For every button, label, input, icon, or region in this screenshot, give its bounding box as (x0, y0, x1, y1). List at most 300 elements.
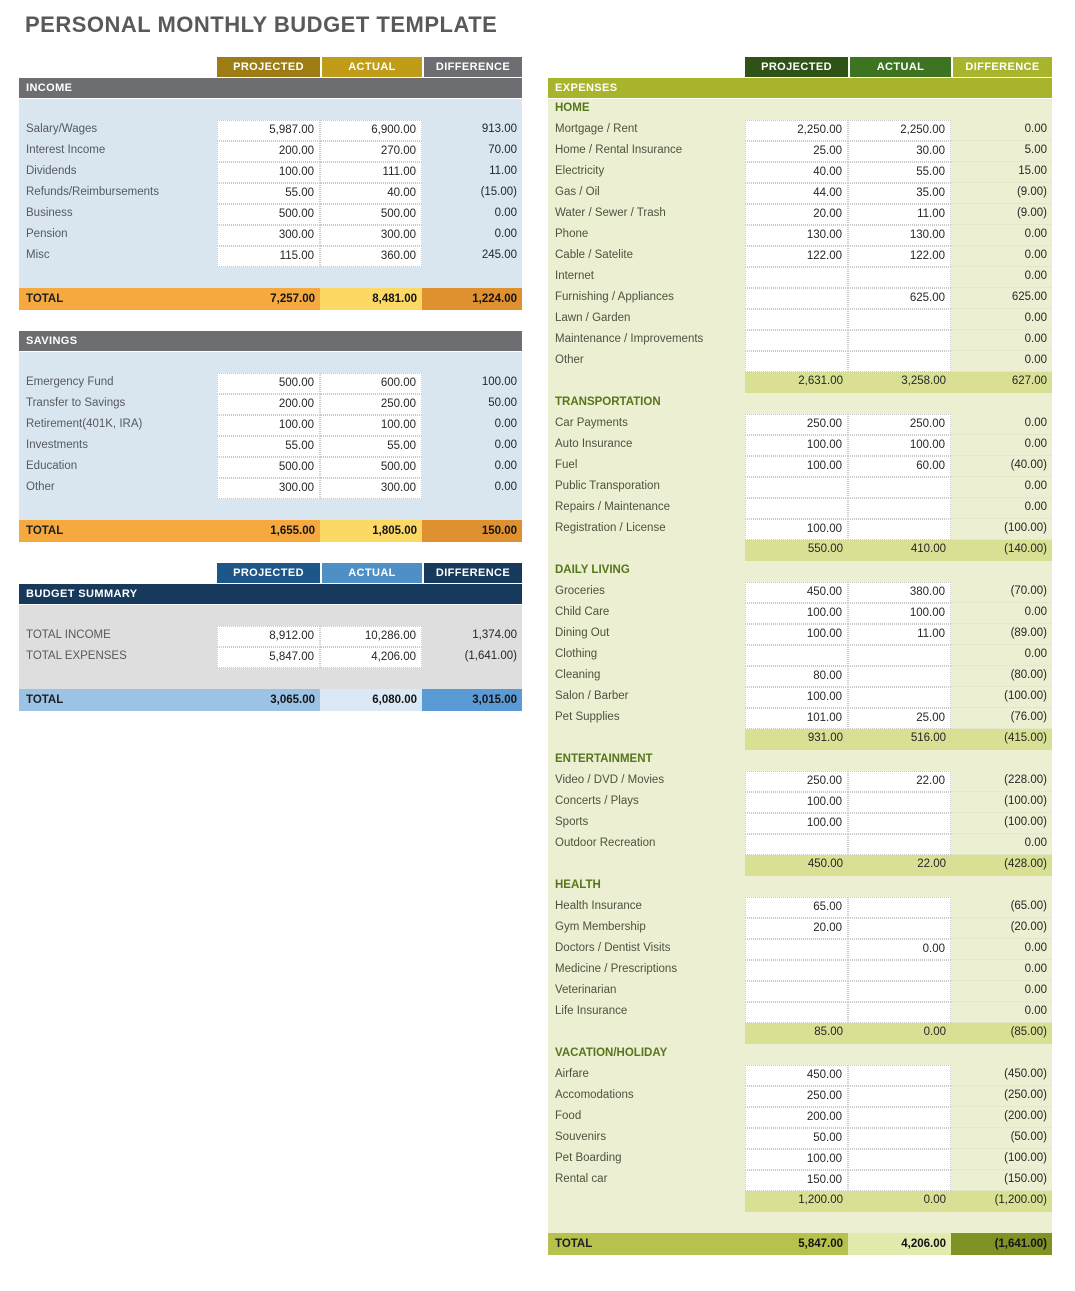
difference-value: (100.00) (951, 813, 1052, 834)
difference-value: (40.00) (951, 456, 1052, 477)
empty-cell (848, 750, 951, 771)
actual-cell[interactable]: 6,900.00 (320, 120, 422, 141)
summary-table-body (19, 605, 522, 711)
table-row (19, 478, 522, 499)
right-column (548, 57, 1052, 1255)
table-row (19, 162, 522, 183)
actual-cell[interactable] (848, 1002, 951, 1023)
row-label: Mortgage / Rent (555, 123, 638, 135)
projected-cell[interactable]: 200.00 (745, 1107, 848, 1128)
actual-cell[interactable] (848, 351, 951, 372)
row-label: Food (555, 1110, 582, 1122)
row-label: Registration / License (555, 522, 666, 534)
projected-cell[interactable]: 500.00 (217, 373, 320, 394)
row-label: Groceries (555, 585, 605, 597)
subtotal-actual: 516.00 (848, 729, 951, 750)
category-subtotal-row (548, 1023, 1052, 1044)
total-label: TOTAL (19, 689, 217, 711)
table-row (548, 1170, 1052, 1191)
actual-cell[interactable]: 2,250.00 (848, 120, 951, 141)
actual-cell[interactable] (848, 813, 951, 834)
income-section (19, 57, 522, 310)
table-row (548, 351, 1052, 372)
actual-cell[interactable]: 10,286.00 (320, 626, 422, 647)
difference-value: (65.00) (951, 897, 1052, 918)
actual-cell[interactable]: 250.00 (320, 394, 422, 415)
difference-value: 913.00 (481, 123, 517, 135)
empty-cell (745, 876, 848, 897)
table-row (548, 225, 1052, 246)
actual-cell[interactable] (848, 330, 951, 351)
actual-cell[interactable] (848, 1149, 951, 1170)
income-column-headers (19, 57, 522, 77)
subtotal-projected: 450.00 (745, 855, 848, 876)
row-label: TOTAL INCOME (26, 629, 111, 641)
projected-cell[interactable]: 100.00 (745, 792, 848, 813)
projected-cell[interactable]: 200.00 (217, 141, 320, 162)
total-actual: 6,080.00 (320, 689, 422, 711)
table-row (548, 624, 1052, 645)
actual-cell[interactable]: 250.00 (848, 414, 951, 435)
projected-cell[interactable] (745, 498, 848, 519)
difference-column-header: DIFFERENCE (422, 57, 522, 77)
table-row (548, 582, 1052, 603)
projected-cell[interactable]: 5,987.00 (217, 120, 320, 141)
projected-cell[interactable]: 5,847.00 (217, 647, 320, 668)
projected-cell[interactable]: 101.00 (745, 708, 848, 729)
table-row (19, 246, 522, 267)
category-name: HOME (555, 102, 590, 114)
projected-cell[interactable]: 100.00 (745, 687, 848, 708)
table-row (548, 813, 1052, 834)
table-row (548, 792, 1052, 813)
difference-value: 0.00 (951, 120, 1052, 141)
spacer-row (548, 1212, 1052, 1233)
projected-cell[interactable]: 44.00 (745, 183, 848, 204)
actual-cell[interactable]: 600.00 (320, 373, 422, 394)
projected-cell[interactable]: 100.00 (745, 624, 848, 645)
table-row (548, 603, 1052, 624)
table-row (548, 960, 1052, 981)
actual-cell[interactable] (848, 960, 951, 981)
difference-value: 0.00 (951, 225, 1052, 246)
difference-value: 11.00 (489, 165, 517, 177)
actual-cell[interactable] (848, 498, 951, 519)
category-subtotal-row (548, 855, 1052, 876)
row-label: Sports (555, 816, 589, 828)
difference-value: 0.00 (494, 460, 517, 472)
projected-cell[interactable]: 40.00 (745, 162, 848, 183)
actual-cell[interactable]: 111.00 (320, 162, 422, 183)
row-label: Health Insurance (555, 900, 642, 912)
empty-cell (745, 99, 848, 120)
actual-cell[interactable] (848, 1086, 951, 1107)
row-label: Child Care (555, 606, 610, 618)
actual-cell[interactable] (848, 981, 951, 1002)
row-label: Internet (555, 270, 594, 282)
category-name: TRANSPORTATION (555, 396, 661, 408)
row-label: Emergency Fund (26, 376, 114, 388)
table-row (548, 897, 1052, 918)
total-row (19, 288, 522, 310)
projected-cell[interactable] (745, 267, 848, 288)
actual-cell[interactable]: 380.00 (848, 582, 951, 603)
difference-value: (450.00) (951, 1065, 1052, 1086)
projected-cell[interactable]: 450.00 (745, 582, 848, 603)
table-row (19, 373, 522, 394)
empty-cell (951, 750, 1052, 771)
actual-cell[interactable] (848, 1107, 951, 1128)
projected-cell[interactable]: 100.00 (745, 813, 848, 834)
projected-cell[interactable]: 250.00 (745, 414, 848, 435)
total-projected: 1,655.00 (217, 520, 320, 542)
empty-cell (745, 750, 848, 771)
difference-value: 0.00 (951, 960, 1052, 981)
subtotal-actual: 0.00 (848, 1023, 951, 1044)
difference-value: 0.00 (951, 414, 1052, 435)
actual-cell[interactable] (848, 834, 951, 855)
actual-cell[interactable] (848, 918, 951, 939)
row-label: TOTAL EXPENSES (26, 650, 127, 662)
page-title: PERSONAL MONTHLY BUDGET TEMPLATE (25, 12, 498, 37)
difference-value: 15.00 (951, 162, 1052, 183)
table-row (548, 1065, 1052, 1086)
savings-section-header: SAVINGS (19, 331, 522, 351)
actual-cell[interactable]: 40.00 (320, 183, 422, 204)
table-row (548, 771, 1052, 792)
projected-cell[interactable]: 100.00 (745, 1149, 848, 1170)
actual-cell[interactable]: 500.00 (320, 457, 422, 478)
actual-cell[interactable]: 100.00 (848, 435, 951, 456)
actual-cell[interactable] (848, 309, 951, 330)
table-row (19, 436, 522, 457)
projected-cell[interactable] (745, 288, 848, 309)
actual-cell[interactable] (848, 1128, 951, 1149)
difference-value: 0.00 (951, 939, 1052, 960)
actual-cell[interactable]: 270.00 (320, 141, 422, 162)
subtotal-label (548, 1023, 745, 1044)
expense-category-header (548, 750, 1052, 771)
empty-cell (951, 1044, 1052, 1065)
table-row (19, 141, 522, 162)
row-label: Transfer to Savings (26, 397, 126, 409)
difference-value: (250.00) (951, 1086, 1052, 1107)
projected-cell[interactable]: 122.00 (745, 246, 848, 267)
row-label: Accomodations (555, 1089, 634, 1101)
empty-cell (951, 393, 1052, 414)
row-label: Outdoor Recreation (555, 837, 656, 849)
row-label: Medicine / Prescriptions (555, 963, 678, 975)
empty-cell (951, 561, 1052, 582)
row-label: Rental car (555, 1173, 608, 1185)
difference-value: 0.00 (951, 645, 1052, 666)
actual-cell[interactable] (848, 1065, 951, 1086)
header-spacer (19, 563, 217, 583)
table-row (548, 1128, 1052, 1149)
actual-cell[interactable] (848, 666, 951, 687)
subtotal-difference: 627.00 (951, 372, 1052, 393)
category-name: DAILY LIVING (555, 564, 630, 576)
projected-cell[interactable] (745, 939, 848, 960)
difference-value: 0.00 (494, 418, 517, 430)
subtotal-label (548, 855, 745, 876)
projected-cell[interactable]: 100.00 (217, 415, 320, 436)
actual-cell[interactable]: 625.00 (848, 288, 951, 309)
row-label: Business (26, 207, 73, 219)
category-subtotal-row (548, 729, 1052, 750)
table-row (19, 415, 522, 436)
difference-value: 1,374.00 (472, 629, 517, 641)
empty-cell (951, 99, 1052, 120)
projected-cell[interactable]: 100.00 (745, 435, 848, 456)
difference-value: 0.00 (494, 228, 517, 240)
actual-cell[interactable]: 11.00 (848, 624, 951, 645)
projected-cell[interactable]: 300.00 (217, 225, 320, 246)
subtotal-difference: (428.00) (951, 855, 1052, 876)
total-projected: 3,065.00 (217, 689, 320, 711)
subtotal-projected: 1,200.00 (745, 1191, 848, 1212)
total-difference: 1,224.00 (422, 288, 522, 310)
actual-cell[interactable] (848, 519, 951, 540)
total-difference: 3,015.00 (422, 689, 522, 711)
row-label: Salary/Wages (26, 123, 98, 135)
table-row (548, 918, 1052, 939)
projected-cell[interactable]: 200.00 (217, 394, 320, 415)
actual-column-header: ACTUAL (320, 57, 422, 77)
row-label: Refunds/Reimbursements (26, 186, 159, 198)
actual-cell[interactable]: 300.00 (320, 225, 422, 246)
actual-cell[interactable]: 300.00 (320, 478, 422, 499)
difference-value: (100.00) (951, 519, 1052, 540)
empty-cell (848, 876, 951, 897)
actual-cell[interactable]: 130.00 (848, 225, 951, 246)
total-row (19, 689, 522, 711)
table-row (548, 645, 1052, 666)
projected-cell[interactable]: 55.00 (217, 183, 320, 204)
spacer-row (19, 352, 522, 373)
difference-value: 100.00 (481, 376, 517, 388)
projected-cell[interactable]: 2,250.00 (745, 120, 848, 141)
difference-value: 0.00 (494, 481, 517, 493)
expenses-table-body (548, 99, 1052, 1255)
projected-column-header: PROJECTED (217, 57, 320, 77)
projected-cell[interactable]: 500.00 (217, 457, 320, 478)
row-label: Electricity (555, 165, 605, 177)
difference-value: 625.00 (951, 288, 1052, 309)
table-row (548, 330, 1052, 351)
row-label: Misc (26, 249, 50, 261)
actual-cell[interactable]: 60.00 (848, 456, 951, 477)
actual-cell[interactable] (848, 645, 951, 666)
actual-cell[interactable]: 55.00 (848, 162, 951, 183)
actual-cell[interactable]: 360.00 (320, 246, 422, 267)
empty-cell (745, 1044, 848, 1065)
table-row (548, 183, 1052, 204)
actual-cell[interactable]: 35.00 (848, 183, 951, 204)
difference-value: (200.00) (951, 1107, 1052, 1128)
projected-cell[interactable]: 250.00 (745, 1086, 848, 1107)
actual-column-header: ACTUAL (848, 57, 951, 77)
table-row (548, 939, 1052, 960)
row-label: Auto Insurance (555, 438, 633, 450)
row-label: Salon / Barber (555, 690, 629, 702)
projected-cell[interactable] (745, 981, 848, 1002)
projected-cell[interactable]: 300.00 (217, 478, 320, 499)
row-label: Fuel (555, 459, 578, 471)
projected-cell[interactable]: 115.00 (217, 246, 320, 267)
table-row (19, 120, 522, 141)
difference-value: (70.00) (951, 582, 1052, 603)
left-column (19, 57, 522, 732)
actual-cell[interactable]: 22.00 (848, 771, 951, 792)
row-label: Dividends (26, 165, 77, 177)
table-row (19, 626, 522, 647)
actual-cell[interactable]: 11.00 (848, 204, 951, 225)
projected-cell[interactable]: 500.00 (217, 204, 320, 225)
expense-category-header (548, 393, 1052, 414)
expense-category-header (548, 876, 1052, 897)
actual-cell[interactable]: 0.00 (848, 939, 951, 960)
difference-value: 0.00 (951, 309, 1052, 330)
table-row (19, 394, 522, 415)
total-actual: 8,481.00 (320, 288, 422, 310)
projected-cell[interactable] (745, 477, 848, 498)
actual-cell[interactable]: 25.00 (848, 708, 951, 729)
subtotal-actual: 22.00 (848, 855, 951, 876)
header-spacer (548, 57, 745, 77)
actual-cell[interactable]: 100.00 (848, 603, 951, 624)
projected-cell[interactable]: 250.00 (745, 771, 848, 792)
projected-cell[interactable]: 65.00 (745, 897, 848, 918)
actual-cell[interactable] (848, 1170, 951, 1191)
subtotal-difference: (85.00) (951, 1023, 1052, 1044)
table-row (548, 981, 1052, 1002)
difference-value: 0.00 (951, 603, 1052, 624)
subtotal-label (548, 372, 745, 393)
category-subtotal-row (548, 1191, 1052, 1212)
projected-cell[interactable]: 50.00 (745, 1128, 848, 1149)
difference-value: 0.00 (494, 207, 517, 219)
difference-value: 0.00 (951, 498, 1052, 519)
table-row (548, 435, 1052, 456)
projected-cell[interactable]: 100.00 (745, 519, 848, 540)
difference-value: (228.00) (951, 771, 1052, 792)
actual-cell[interactable]: 122.00 (848, 246, 951, 267)
actual-cell[interactable]: 4,206.00 (320, 647, 422, 668)
projected-cell[interactable] (745, 1002, 848, 1023)
table-row (548, 477, 1052, 498)
total-actual: 4,206.00 (848, 1233, 951, 1255)
table-row (548, 309, 1052, 330)
subtotal-difference: (1,200.00) (951, 1191, 1052, 1212)
actual-cell[interactable] (848, 687, 951, 708)
subtotal-projected: 2,631.00 (745, 372, 848, 393)
projected-cell[interactable] (745, 330, 848, 351)
projected-cell[interactable] (745, 834, 848, 855)
projected-column-header: PROJECTED (745, 57, 848, 77)
table-row (548, 456, 1052, 477)
table-row (548, 687, 1052, 708)
projected-cell[interactable]: 55.00 (217, 436, 320, 457)
projected-cell[interactable]: 80.00 (745, 666, 848, 687)
table-row (548, 498, 1052, 519)
subtotal-label (548, 729, 745, 750)
projected-cell[interactable]: 450.00 (745, 1065, 848, 1086)
subtotal-projected: 550.00 (745, 540, 848, 561)
projected-cell[interactable]: 100.00 (745, 456, 848, 477)
projected-cell[interactable] (745, 351, 848, 372)
actual-cell[interactable]: 55.00 (320, 436, 422, 457)
projected-cell[interactable]: 100.00 (217, 162, 320, 183)
sheet-columns (19, 57, 1052, 1255)
income-section-header: INCOME (19, 78, 522, 98)
spacer-row (19, 605, 522, 626)
row-label: Clothing (555, 648, 598, 660)
summary-column-headers (19, 563, 522, 583)
projected-cell[interactable]: 20.00 (745, 204, 848, 225)
actual-cell[interactable] (848, 897, 951, 918)
row-label: Retirement(401K, IRA) (26, 418, 143, 430)
difference-column-header: DIFFERENCE (422, 563, 522, 583)
difference-value: 5.00 (951, 141, 1052, 162)
table-row (548, 204, 1052, 225)
row-label: Dining Out (555, 627, 610, 639)
actual-cell[interactable]: 100.00 (320, 415, 422, 436)
budget-summary-section (19, 563, 522, 711)
subtotal-projected: 931.00 (745, 729, 848, 750)
row-label: Gas / Oil (555, 186, 600, 198)
projected-cell[interactable] (745, 645, 848, 666)
difference-value: 0.00 (951, 477, 1052, 498)
projected-cell[interactable]: 150.00 (745, 1170, 848, 1191)
row-label: Repairs / Maintenance (555, 501, 671, 513)
row-label: Maintenance / Improvements (555, 333, 704, 345)
row-label: Interest Income (26, 144, 106, 156)
projected-cell[interactable]: 100.00 (745, 603, 848, 624)
subtotal-difference: (415.00) (951, 729, 1052, 750)
total-difference: 150.00 (422, 520, 522, 542)
projected-cell[interactable]: 130.00 (745, 225, 848, 246)
total-label: TOTAL (19, 288, 217, 310)
projected-cell[interactable]: 20.00 (745, 918, 848, 939)
row-label: Cable / Satelite (555, 249, 633, 261)
actual-cell[interactable] (848, 267, 951, 288)
actual-cell[interactable]: 30.00 (848, 141, 951, 162)
table-row (548, 246, 1052, 267)
projected-cell[interactable]: 25.00 (745, 141, 848, 162)
actual-cell[interactable]: 500.00 (320, 204, 422, 225)
difference-value: 0.00 (951, 1002, 1052, 1023)
projected-cell[interactable] (745, 960, 848, 981)
expense-category-header (548, 561, 1052, 582)
difference-value: (9.00) (951, 183, 1052, 204)
difference-value: (89.00) (951, 624, 1052, 645)
table-row (548, 267, 1052, 288)
row-label: Lawn / Garden (555, 312, 631, 324)
row-label: Water / Sewer / Trash (555, 207, 666, 219)
projected-cell[interactable] (745, 309, 848, 330)
expenses-section-header: EXPENSES (548, 78, 1052, 98)
difference-value: (80.00) (951, 666, 1052, 687)
row-label: Other (26, 481, 55, 493)
difference-value: (50.00) (951, 1128, 1052, 1149)
projected-cell[interactable]: 8,912.00 (217, 626, 320, 647)
actual-cell[interactable] (848, 477, 951, 498)
actual-cell[interactable] (848, 792, 951, 813)
difference-value: 0.00 (951, 834, 1052, 855)
difference-value: 0.00 (951, 981, 1052, 1002)
difference-value: 0.00 (494, 439, 517, 451)
